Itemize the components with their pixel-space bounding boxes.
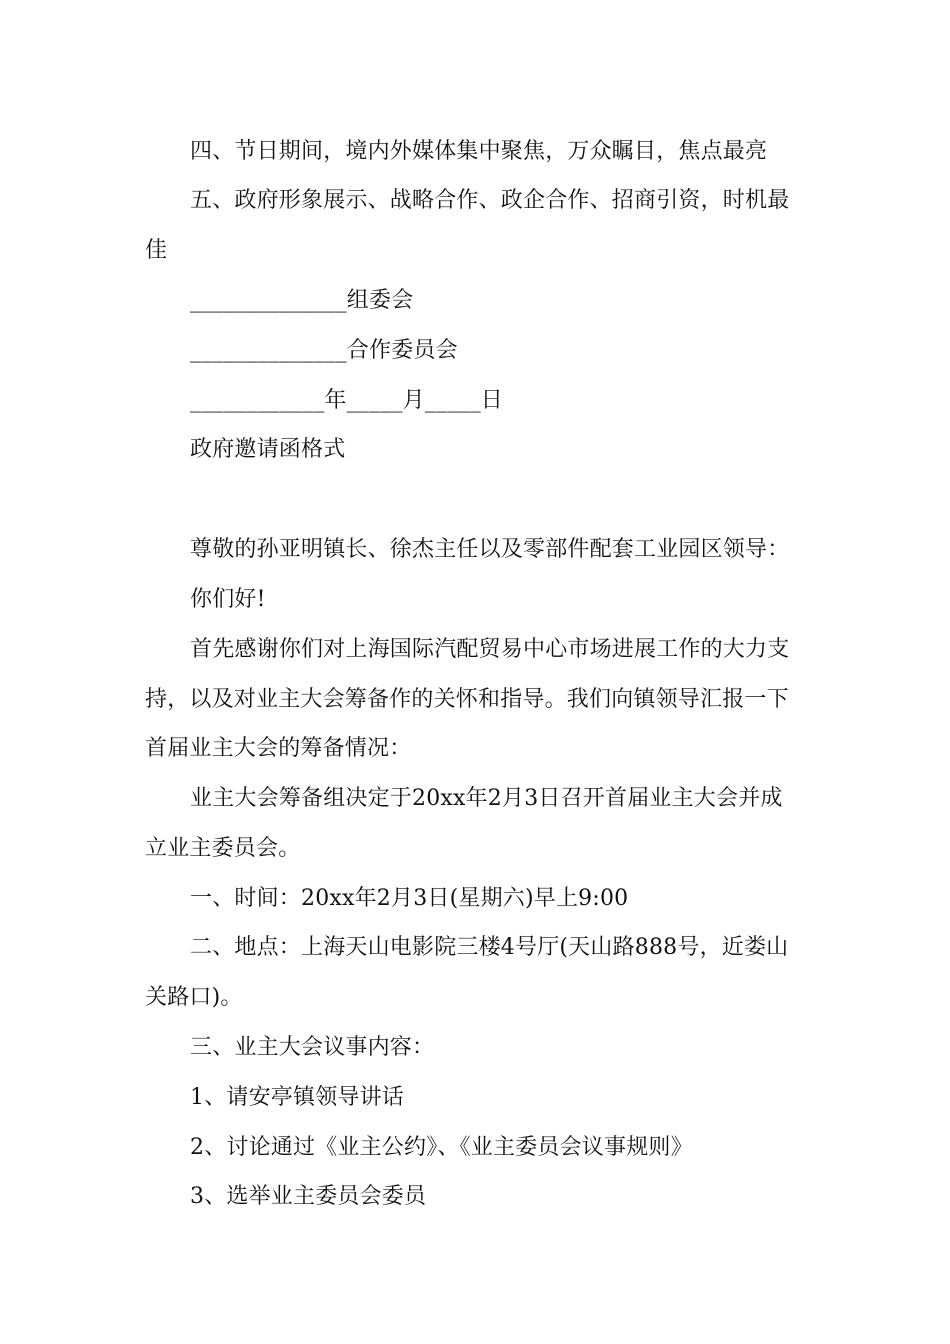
paragraph-line: 持，以及对业主大会筹备作的关怀和指导。我们向镇领导汇报一下 xyxy=(145,687,789,712)
signature-line-cooperation: ______________合作委员会 xyxy=(190,338,458,363)
paragraph-line: 业主大会筹备组决定于20xx年2月3日召开首届业主大会并成 xyxy=(190,786,783,811)
agenda-item: 1、请安亭镇领导讲话 xyxy=(190,1085,404,1110)
agenda-item: 3、选举业主委员会委员 xyxy=(190,1184,427,1209)
list-item-agenda: 三、业主大会议事内容： xyxy=(190,1035,435,1060)
list-item-time: 一、时间：20xx年2月3日(星期六)早上9:00 xyxy=(190,886,629,911)
paragraph-line: 五、政府形象展示、战略合作、政企合作、招商引资，时机最 xyxy=(190,188,790,213)
agenda-item: 2、讨论通过《业主公约》、《业主委员会议事规则》 xyxy=(190,1135,693,1160)
signature-line-committee: ______________组委会 xyxy=(190,288,414,313)
salutation: 尊敬的孙亚明镇长、徐杰主任以及零部件配套工业园区领导： xyxy=(190,537,790,562)
paragraph-line: 首届业主大会的筹备情况： xyxy=(145,736,412,761)
paragraph-line: 四、节日期间，境内外媒体集中聚焦，万众瞩目，焦点最亮 xyxy=(190,139,768,164)
paragraph-line: 首先感谢你们对上海国际汽配贸易中心市场进展工作的大力支 xyxy=(190,637,790,662)
paragraph-line: 关路口)。 xyxy=(145,985,243,1010)
greeting: 你们好! xyxy=(190,587,266,612)
paragraph-line: 佳 xyxy=(145,238,168,263)
date-line: ____________年_____月_____日 xyxy=(190,388,504,413)
paragraph-line: 立业主委员会。 xyxy=(145,836,301,861)
section-title: 政府邀请函格式 xyxy=(190,437,346,462)
list-item-location: 二、地点：上海天山电影院三楼4号厅(天山路888号，近娄山 xyxy=(190,935,789,960)
